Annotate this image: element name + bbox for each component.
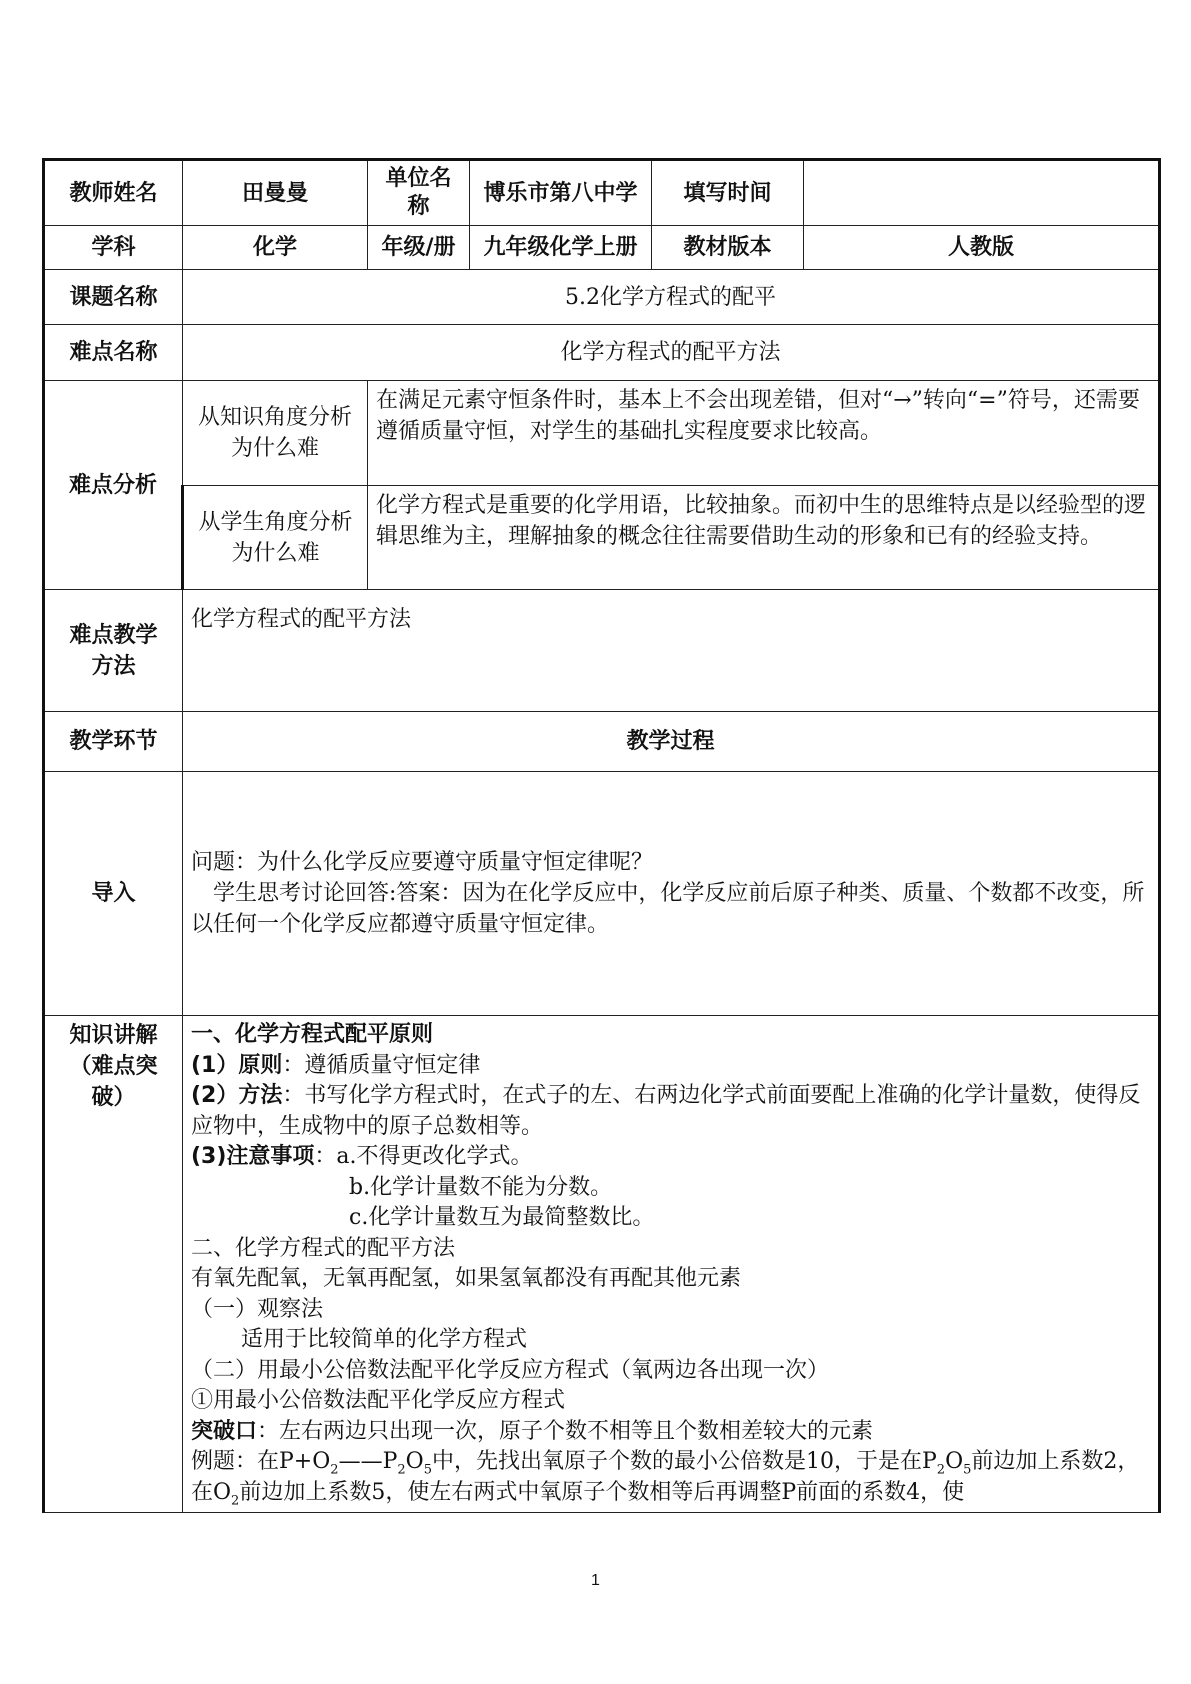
page-number: 1 xyxy=(591,1572,600,1589)
header-row-1 xyxy=(44,160,1160,226)
example-sub: 2 xyxy=(231,1492,240,1508)
process-header-row xyxy=(44,712,1160,772)
example-sub: 5 xyxy=(963,1462,972,1478)
principle-notes-label: (3)注意事项 xyxy=(191,1144,315,1169)
observation-heading: （一）观察法 xyxy=(191,1296,324,1322)
principle-method-text: ：书写化学方程式时，在式子的左、右两边化学式前面要配上准确的化学计量数，使得反应物中，生成物中的原子总数相等。 xyxy=(191,1083,1141,1139)
principle-rule-text: ：遵循质量守恒定律 xyxy=(282,1052,481,1078)
example-part: O xyxy=(945,1449,964,1474)
intro-content xyxy=(183,772,1160,1016)
example-text xyxy=(191,1447,1150,1508)
example-sub: 2 xyxy=(397,1462,406,1478)
unit-label: 单位名称 xyxy=(368,160,470,226)
student-angle-label: 从学生角度分析为什么难 xyxy=(183,486,368,590)
knowledge-angle-label: 从知识角度分析为什么难 xyxy=(183,381,368,486)
example-part: 前边加上系数2，在O xyxy=(191,1449,1140,1505)
note-b: b.化学计量数不能为分数。 xyxy=(349,1174,613,1200)
intro-label: 导入 xyxy=(44,772,183,1016)
header-row-2 xyxy=(44,226,1160,270)
breakthrough-text: ：左右两边只出现一次，原子个数不相等且个数相差较大的元素 xyxy=(257,1418,874,1444)
analysis-row-student xyxy=(44,486,1160,590)
topic-row xyxy=(44,270,1160,325)
subject-value: 化学 xyxy=(183,226,368,270)
intro-question: 问题：为什么化学反应要遵守质量守恒定律呢？ xyxy=(191,850,654,875)
date-label: 填写时间 xyxy=(652,160,804,226)
lesson-plan-table xyxy=(42,158,1161,1513)
analysis-row-knowledge xyxy=(44,381,1160,486)
lcm-heading: （二）用最小公倍数法配平化学反应方程式（氧两边各出现一次） xyxy=(191,1357,830,1383)
principle-method xyxy=(191,1081,1150,1142)
principle-rule-label: (1）原则 xyxy=(191,1052,283,1078)
grade-label: 年级/册 xyxy=(368,226,470,270)
method-rule: 有氧先配氧，无氧再配氢，如果氢氧都没有再配其他元素 xyxy=(191,1266,742,1291)
example-part: 中，先找出氧原子个数的最小公倍数是10，于是在P xyxy=(431,1449,937,1474)
principle-method-label: (2）方法 xyxy=(191,1083,283,1108)
knowledge-content xyxy=(183,1016,1160,1513)
knowledge-label: 知识讲解（难点突破） xyxy=(44,1016,183,1513)
intro-row xyxy=(44,772,1160,1016)
method-label: 难点教学方法 xyxy=(44,590,183,712)
date-value xyxy=(804,160,1160,226)
example-sub: 2 xyxy=(936,1462,946,1478)
example-part: 前边加上系数5，使左右两式中氧原子个数相等后再调整P前面的系数4，使 xyxy=(239,1479,965,1505)
method-row xyxy=(44,590,1160,712)
example-part: O xyxy=(405,1449,424,1474)
method-heading: 二、化学方程式的配平方法 xyxy=(191,1235,456,1261)
teacher-label: 教师姓名 xyxy=(44,160,183,226)
stage-label: 教学环节 xyxy=(44,712,183,772)
example-part: ——P xyxy=(338,1449,398,1474)
unit-value: 博乐市第八中学 xyxy=(470,160,652,226)
knowledge-angle-text: 在满足元素守恒条件时，基本上不会出现差错，但对“→”转向“=”符号，还需要遵循质量守恒，对学生的基础扎实程度要求比较高。 xyxy=(368,381,1160,486)
analysis-label: 难点分析 xyxy=(44,381,183,590)
principle-heading: 一、化学方程式配平原则 xyxy=(191,1022,434,1047)
principle-rule xyxy=(191,1051,1150,1082)
example-sub: 5 xyxy=(423,1462,432,1478)
difficulty-value: 化学方程式的配平方法 xyxy=(183,325,1160,381)
note-c: c.化学计量数互为最简整数比。 xyxy=(349,1205,655,1230)
note-a: ：a.不得更改化学式。 xyxy=(314,1144,533,1169)
example-part: 例题：在P+O xyxy=(191,1449,331,1474)
student-angle-text: 化学方程式是重要的化学用语，比较抽象。而初中生的思维特点是以经验型的逻辑思维为主，理解抽象的概念往往需要借助生动的形象和已有的经验支持。 xyxy=(368,486,1160,590)
principle-notes xyxy=(191,1142,1150,1173)
topic-value: 5.2化学方程式的配平 xyxy=(183,270,1160,325)
subject-label: 学科 xyxy=(44,226,183,270)
breakthrough-label: 突破口 xyxy=(191,1418,258,1444)
method-value: 化学方程式的配平方法 xyxy=(183,590,1160,712)
topic-label: 课题名称 xyxy=(44,270,183,325)
process-label: 教学过程 xyxy=(183,712,1160,772)
difficulty-row xyxy=(44,325,1160,381)
breakthrough xyxy=(191,1417,1150,1448)
edition-label: 教材版本 xyxy=(652,226,804,270)
teacher-value: 田曼曼 xyxy=(183,160,368,226)
observation-text: 适用于比较简单的化学方程式 xyxy=(241,1327,528,1352)
lcm-item: ①用最小公倍数法配平化学反应方程式 xyxy=(191,1388,566,1413)
example-sub: 2 xyxy=(330,1462,339,1478)
edition-value: 人教版 xyxy=(804,226,1160,270)
grade-value: 九年级化学上册 xyxy=(470,226,652,270)
intro-answer: 学生思考讨论回答:答案：因为在化学反应中，化学反应前后原子种类、质量、个数都不改变，所以任何一个化学反应都遵守质量守恒定律。 xyxy=(191,881,1145,937)
knowledge-row xyxy=(44,1016,1160,1513)
difficulty-label: 难点名称 xyxy=(44,325,183,381)
